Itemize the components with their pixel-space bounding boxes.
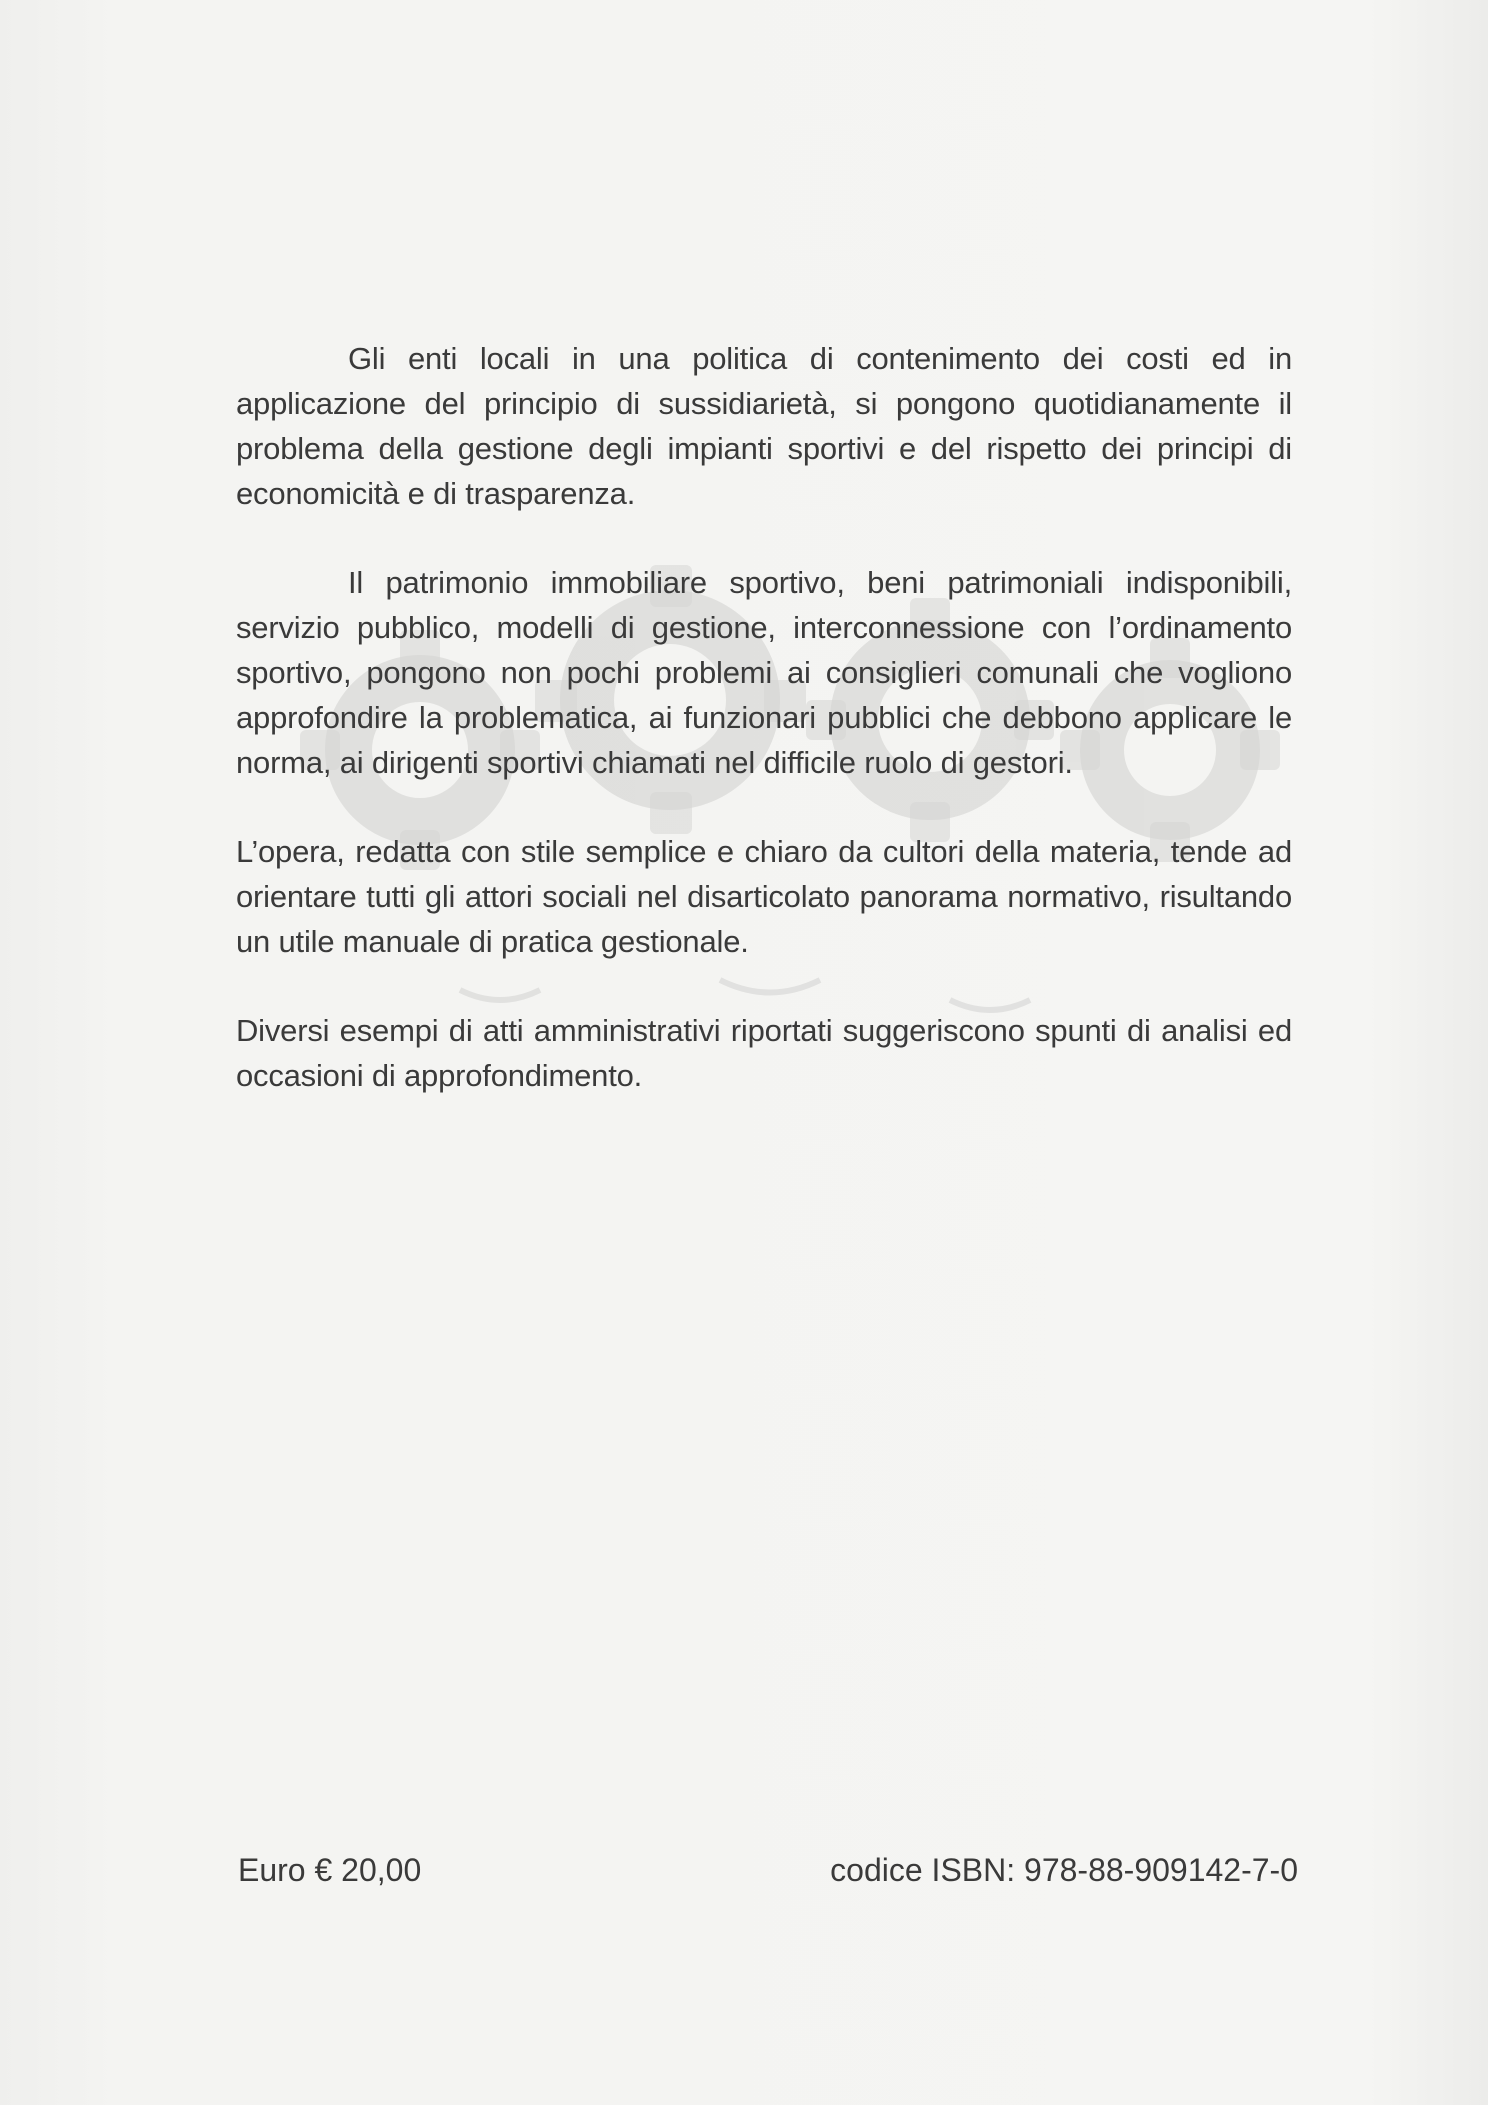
isbn-label: codice ISBN: 978-88-909142-7-0: [830, 1852, 1298, 1888]
paragraph-intro: Gli enti locali in una politica di contenimento dei costi ed in applicazione del principio di sussidiarietà, si pongono quotidianamente il problema della gestione degli impianti sportivi e del rispetto dei principi di economicità e di trasparenza.: [236, 341, 1292, 511]
price-label: Euro € 20,00: [238, 1852, 422, 1888]
back-cover-text: [236, 336, 1292, 1142]
paragraph-work: L’opera, redatta con stile semplice e chiaro da cultori della materia, tende ad orientare tutti gli attori sociali nel disarticolato panorama normativo, risultando un utile manuale di pratica gestionale.: [236, 834, 1292, 959]
paragraph-heritage: Il patrimonio immobiliare sportivo, beni patrimoniali indisponibili, servizio pubblico, modelli di gestione, interconnessione con l’ordinamento sportivo, pongono non pochi problemi ai consiglieri comunali che vogliono approfondire la problematica, ai funzionari pubblici che debbono applicare le norma, ai dirigenti sportivi chiamati nel difficile ruolo di gestori.: [236, 565, 1292, 780]
paragraph-examples: Diversi esempi di atti amministrativi riportati suggeriscono spunti di analisi ed occasioni di approfondimento.: [236, 1013, 1292, 1093]
